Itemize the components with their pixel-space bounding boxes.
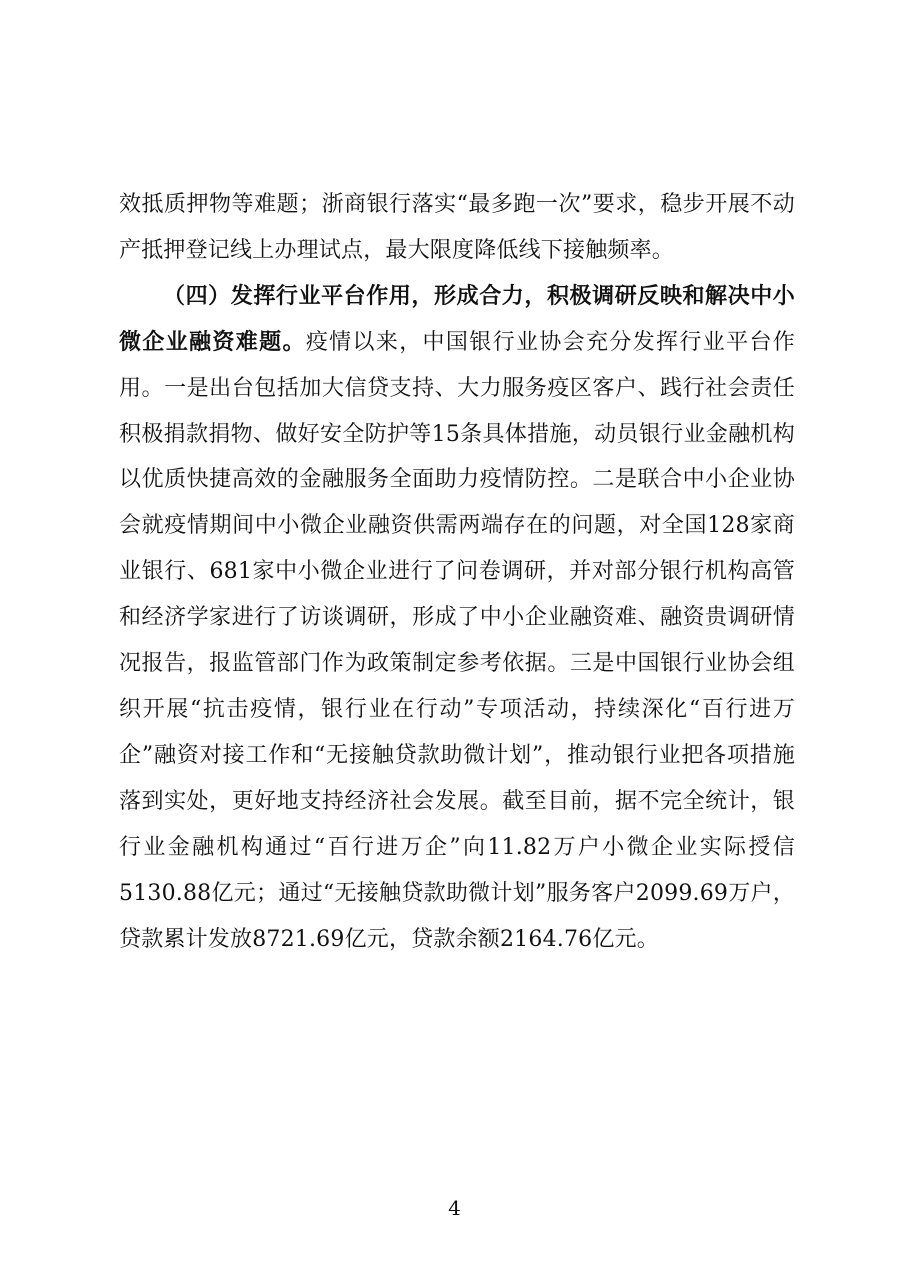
body-text [119, 182, 795, 962]
section-body: 疫情以来，中国银行业协会充分发挥行业平台作用。一是出台包括加大信贷支持、大力服务疫区客户、践行社会责任积极捐款捐物、做好安全防护等15条具体措施，动员银行业金融机构以优质快捷高效的金融服务全面助力疫情防控。二是联合中小企业协会就疫情期间中小微企业融资供需两端存在的问题，对全国128家商业银行、681家中小微企业进行了问卷调研，并对部分银行机构高管和经济学家进行了访谈调研，形成了中小企业融资难、融资贵调研情况报告，报监管部门作为政策制定参考依据。三是中国银行业协会组织开展“抗击疫情，银行业在行动”专项活动，持续深化“百行进万企”融资对接工作和“无接触贷款助微计划”，推动银行业把各项措施落到实处，更好地支持经济社会发展。截至目前，据不完全统计，银行业金融机构通过“百行进万企”向11.82万户小微企业实际授信5130.88亿元；通过“无接触贷款助微计划”服务客户2099.69万户，贷款累计发放8721.69亿元，贷款余额2164.76亿元。 [119, 329, 796, 952]
paragraph-continued: 效抵质押物等难题；浙商银行落实“最多跑一次”要求，稳步开展不动产抵押登记线上办理试点，最大限度降低线下接触频率。 [119, 192, 795, 263]
section-heading: （四）发挥行业平台作用，形成合力，积极调研反映和解决中小微企业融资难题。 [119, 282, 795, 355]
page-number: 4 [448, 1196, 461, 1220]
paragraph-section-four [119, 274, 795, 963]
